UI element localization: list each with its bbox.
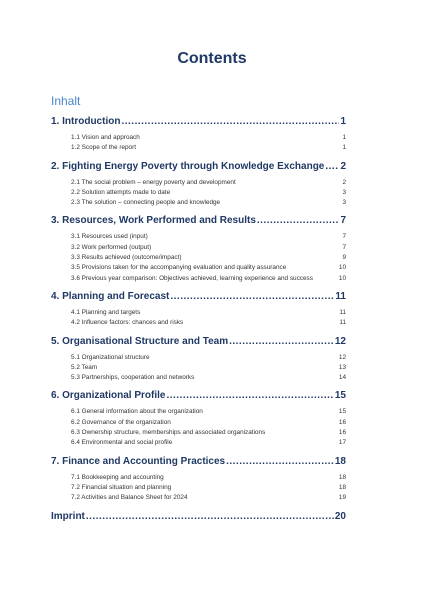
toc-heading-entry[interactable] — [51, 291, 346, 307]
toc-section — [51, 336, 346, 385]
toc-heading-entry[interactable] — [51, 161, 346, 177]
toc-subentry-label: 6.3 Ownership structure, memberships and associated organizations — [71, 429, 266, 437]
toc-subentry-label: 7.1 Bookkeeping and accounting — [71, 473, 164, 481]
toc-subentry-page: 3 — [342, 199, 346, 207]
toc-subentry-label: 7.2 Financial situation and planning — [71, 483, 172, 491]
toc-subentry-page: 3 — [342, 188, 346, 196]
toc-heading-entry[interactable] — [51, 456, 346, 472]
toc-section — [51, 116, 346, 155]
toc-subentry-label: 6.2 Governance of the organization — [71, 418, 171, 426]
toc-subentry[interactable] — [51, 439, 346, 449]
toc-subentry-page: 2 — [342, 178, 346, 186]
toc-heading-label: 1. Introduction — [51, 116, 121, 127]
toc-subentry-page: 18 — [338, 483, 346, 491]
dot-leader — [86, 511, 334, 522]
toc-subentry-label: 4.2 Influence factors: chances and risks — [71, 319, 184, 327]
toc-heading-label: Imprint — [51, 510, 85, 522]
toc-subentry-label: 1.1 Vision and approach — [71, 134, 140, 141]
toc-subentry-page: 10 — [338, 274, 346, 282]
toc-heading-page: 15 — [334, 390, 346, 402]
toc-subentry-page: 1 — [342, 144, 346, 152]
toc-subentry[interactable] — [51, 309, 346, 319]
toc-subentry-label: 2.3 The solution – connecting people and knowledge — [71, 199, 221, 207]
toc-subentry-label: 5.3 Partnerships, cooperation and networks — [71, 374, 195, 382]
toc-subentry-label: 3.1 Resources used (input) — [71, 233, 148, 241]
toc-subentry-page: 14 — [338, 374, 346, 382]
toc-subentry-page: 12 — [338, 353, 346, 361]
toc-subentry[interactable] — [51, 244, 346, 254]
toc-heading-label: 5. Organisational Structure and Team — [51, 335, 229, 347]
toc-subentry[interactable] — [51, 364, 346, 374]
toc-heading-entry[interactable] — [51, 215, 346, 231]
toc-heading-page: 12 — [334, 335, 346, 347]
toc-subentry[interactable] — [51, 474, 346, 484]
toc-section — [51, 161, 346, 210]
toc-subentry-page: 19 — [338, 494, 346, 502]
toc-subentry-page: 15 — [338, 408, 346, 416]
toc-subentry-page: 11 — [339, 308, 346, 316]
toc-heading-page: 7 — [340, 215, 346, 227]
toc-heading-entry[interactable] — [51, 336, 346, 352]
toc-subentry-page: 10 — [338, 264, 346, 272]
toc-subentry-label: 2.2 Solution attempts made to date — [71, 188, 171, 196]
toc-heading-label: 7. Finance and Accounting Practices — [51, 455, 226, 467]
dot-leader — [229, 336, 334, 347]
page-title: Contents — [177, 50, 247, 67]
toc-subentry-label: 3.2 Work performed (output) — [71, 243, 152, 251]
toc-heading-label: 6. Organizational Profile — [51, 390, 166, 402]
toc-heading-label: 2. Fighting Energy Poverty through Knowledge Exchange — [51, 160, 325, 172]
toc-section — [51, 390, 346, 449]
toc-subentry-page: 16 — [338, 418, 346, 426]
toc-heading-page: 20 — [334, 510, 346, 522]
toc-subentry-label: 3.5 Provisions taken for the accompanying evaluation and quality assurance — [71, 264, 287, 272]
toc-subentry[interactable] — [51, 374, 346, 384]
page-subtitle: Inhalt — [51, 94, 81, 108]
dot-leader — [170, 291, 334, 302]
toc-heading-label: 3. Resources, Work Performed and Results — [51, 215, 256, 227]
toc-heading-page: 18 — [334, 455, 346, 467]
toc-subentry-page: 7 — [342, 233, 346, 241]
toc-subentry[interactable] — [51, 354, 346, 364]
toc-subentry-label: 1.2 Scope of the report — [71, 144, 137, 152]
toc-section — [51, 511, 346, 527]
toc-section — [51, 215, 346, 284]
toc-heading-page: 1 — [340, 116, 346, 127]
toc-section — [51, 291, 346, 330]
toc-subentry-page: 9 — [342, 254, 346, 262]
toc-subentry[interactable] — [51, 179, 346, 189]
toc-subentry[interactable] — [51, 134, 346, 144]
toc-heading-page: 11 — [335, 290, 346, 302]
toc-subentry[interactable] — [51, 408, 346, 418]
toc-subentry-page: 1 — [342, 134, 346, 141]
toc-heading-entry[interactable] — [51, 116, 346, 132]
toc-subentry-page: 7 — [342, 243, 346, 251]
toc-subentry-label: 3.3 Results achieved (outcome/impact) — [71, 254, 182, 262]
toc-subentry-label: 5.1 Organizational structure — [71, 353, 150, 361]
toc-subentry[interactable] — [51, 144, 346, 154]
toc-subentry-label: 5.2 Team — [71, 363, 98, 371]
toc-heading-entry[interactable] — [51, 390, 346, 406]
toc-subentry-page: 13 — [338, 363, 346, 371]
toc-subentry-page: 18 — [338, 473, 346, 481]
dot-leader — [257, 215, 340, 226]
toc-subentry-page: 16 — [338, 429, 346, 437]
table-of-contents — [51, 116, 346, 533]
dot-leader — [166, 390, 333, 401]
toc-subentry[interactable] — [51, 494, 346, 504]
toc-subentry[interactable] — [51, 189, 346, 199]
toc-subentry-label: 4.1 Planning and targets — [71, 308, 141, 316]
toc-subentry[interactable] — [51, 429, 346, 439]
toc-subentry[interactable] — [51, 419, 346, 429]
dot-leader — [121, 116, 339, 127]
toc-subentry[interactable] — [51, 199, 346, 209]
toc-heading-entry[interactable] — [51, 511, 346, 527]
toc-subentry[interactable] — [51, 264, 346, 274]
toc-subentry[interactable] — [51, 233, 346, 243]
toc-subentry-label: 2.1 The social problem – energy poverty and development — [71, 178, 236, 186]
toc-subentry-label: 7.2 Activities and Balance Sheet for 2024 — [71, 494, 188, 502]
toc-subentry-label: 6.4 Environmental and social profile — [71, 439, 173, 447]
toc-subentry-page: 17 — [338, 439, 346, 447]
toc-subentry-label: 6.1 General information about the organization — [71, 408, 203, 416]
dot-leader — [226, 456, 334, 467]
toc-subentry-label: 3.6 Previous year comparison: Objectives achieved, learning experience and success — [71, 274, 313, 282]
toc-subentry[interactable] — [51, 319, 346, 329]
toc-subentry-page: 11 — [339, 319, 346, 327]
toc-heading-page: 2 — [340, 160, 346, 172]
toc-subentry[interactable] — [51, 275, 346, 285]
toc-subentry[interactable] — [51, 254, 346, 264]
toc-heading-label: 4. Planning and Forecast — [51, 290, 170, 302]
dot-leader — [325, 161, 339, 172]
toc-subentry[interactable] — [51, 484, 346, 494]
toc-section — [51, 456, 346, 505]
